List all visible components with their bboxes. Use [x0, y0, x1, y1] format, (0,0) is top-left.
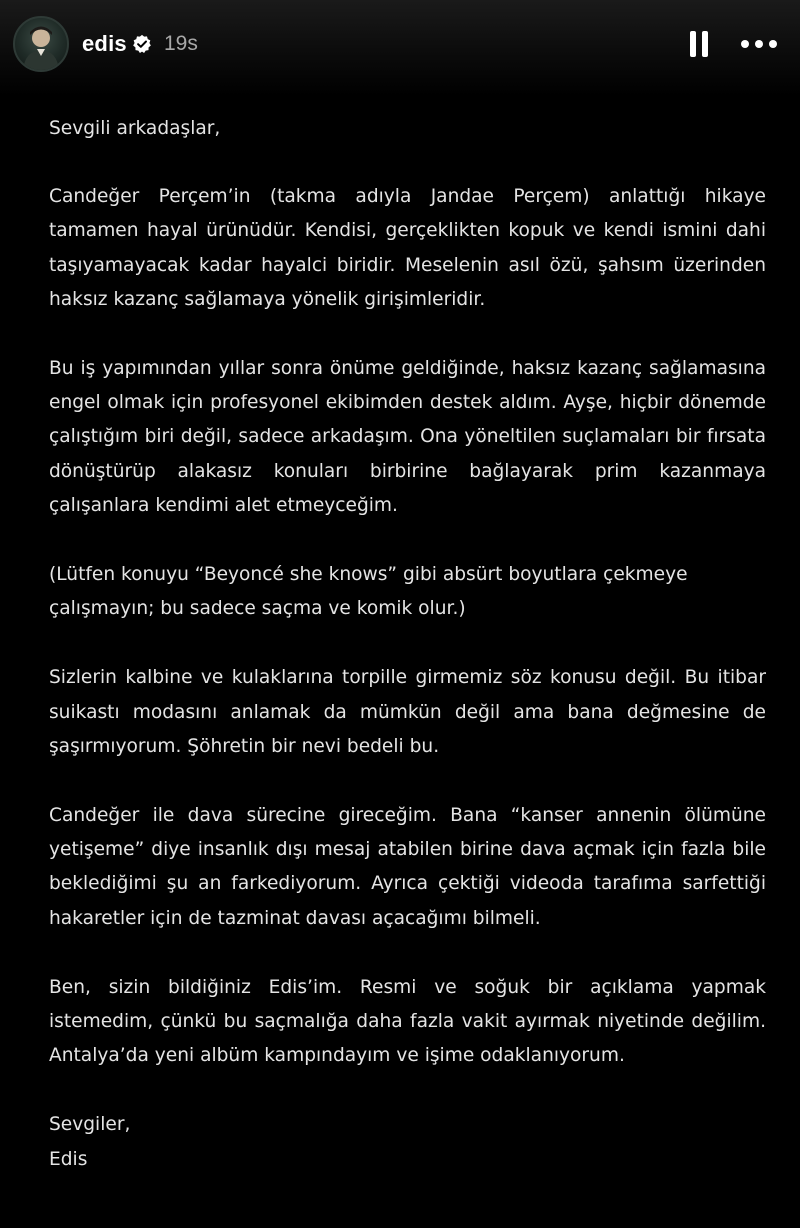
avatar-portrait-icon: [15, 18, 67, 70]
letter-greeting: Sevgili arkadaşlar,: [49, 118, 221, 139]
letter-paragraph-5: Candeğer ile dava sürecine gireceğim. Bana “kanser annenin ölümüne yetişeme” diye insanlık dışı mesaj atabilen birine dava açmak için fazla bile beklediğimi şu an farkediyorum. Ayrıca çektiği videoda tarafıma sarfettiği hakaretler için de tazminat davası açacağımı bilmeli.: [49, 805, 766, 929]
pause-bar-right: [702, 31, 708, 57]
statement-letter: [49, 112, 766, 1177]
letter-paragraph-1: Candeğer Perçem’in (takma adıyla Jandae Perçem) anlattığı hikaye tamamen hayal ürünüdür. Kendisi, gerçeklikten kopuk ve kendi ismini dahi taşıyamayacak kadar hayalci biridir. Meselenin asıl özü, şahsım üzerinden haksız kazanç sağlamaya yönelik girişimleridir.: [49, 186, 766, 310]
more-icon[interactable]: [740, 38, 778, 50]
letter-paragraph-6: Ben, sizin bildiğiniz Edis’im. Resmi ve soğuk bir açıklama yapmak istemedim, çünkü bu saçmalığa daha fazla vakit ayırmak niyetinde değilim. Antalya’da yeni albüm kampındayım ve işime odaklanıyorum.: [49, 976, 766, 1067]
letter-paragraph-3: (Lütfen konuyu “Beyoncé she knows” gibi absürt boyutlara çekmeye çalışmayın; bu sadece saçma ve komik olur.): [49, 564, 688, 620]
pause-icon[interactable]: [688, 31, 710, 57]
pause-bar-left: [690, 31, 696, 57]
avatar[interactable]: [13, 16, 69, 72]
more-dot: [769, 40, 777, 48]
story-header: [0, 0, 800, 90]
story-timestamp: 19s: [164, 32, 198, 55]
verified-badge-icon: [132, 34, 152, 54]
more-dot: [755, 40, 763, 48]
letter-paragraph-2: Bu iş yapımından yıllar sonra önüme geldiğinde, haksız kazanç sağlamasına engel olmak için profesyonel ekibimden destek aldım. Ayşe, hiçbir dönemde çalıştığım biri değil, sadece arkadaşım. Ona yöneltilen suçlamaları bir fırsata dönüştürüp alakasız konuları birbirine bağlayarak prim kazanmaya çalışanlara kendimi alet etmeyceğim.: [49, 358, 766, 516]
more-dot: [741, 40, 749, 48]
letter-paragraph-4: Sizlerin kalbine ve kulaklarına torpille girmemiz söz konusu değil. Bu itibar suikastı modasını anlamak da mümkün değil ama bana değmesine de şaşırmıyorum. Şöhretin bir nevi bedeli bu.: [49, 667, 766, 757]
letter-signature: Edis: [49, 1148, 88, 1170]
username[interactable]: edis: [82, 31, 127, 56]
letter-closing: Sevgiler,: [49, 1114, 131, 1136]
